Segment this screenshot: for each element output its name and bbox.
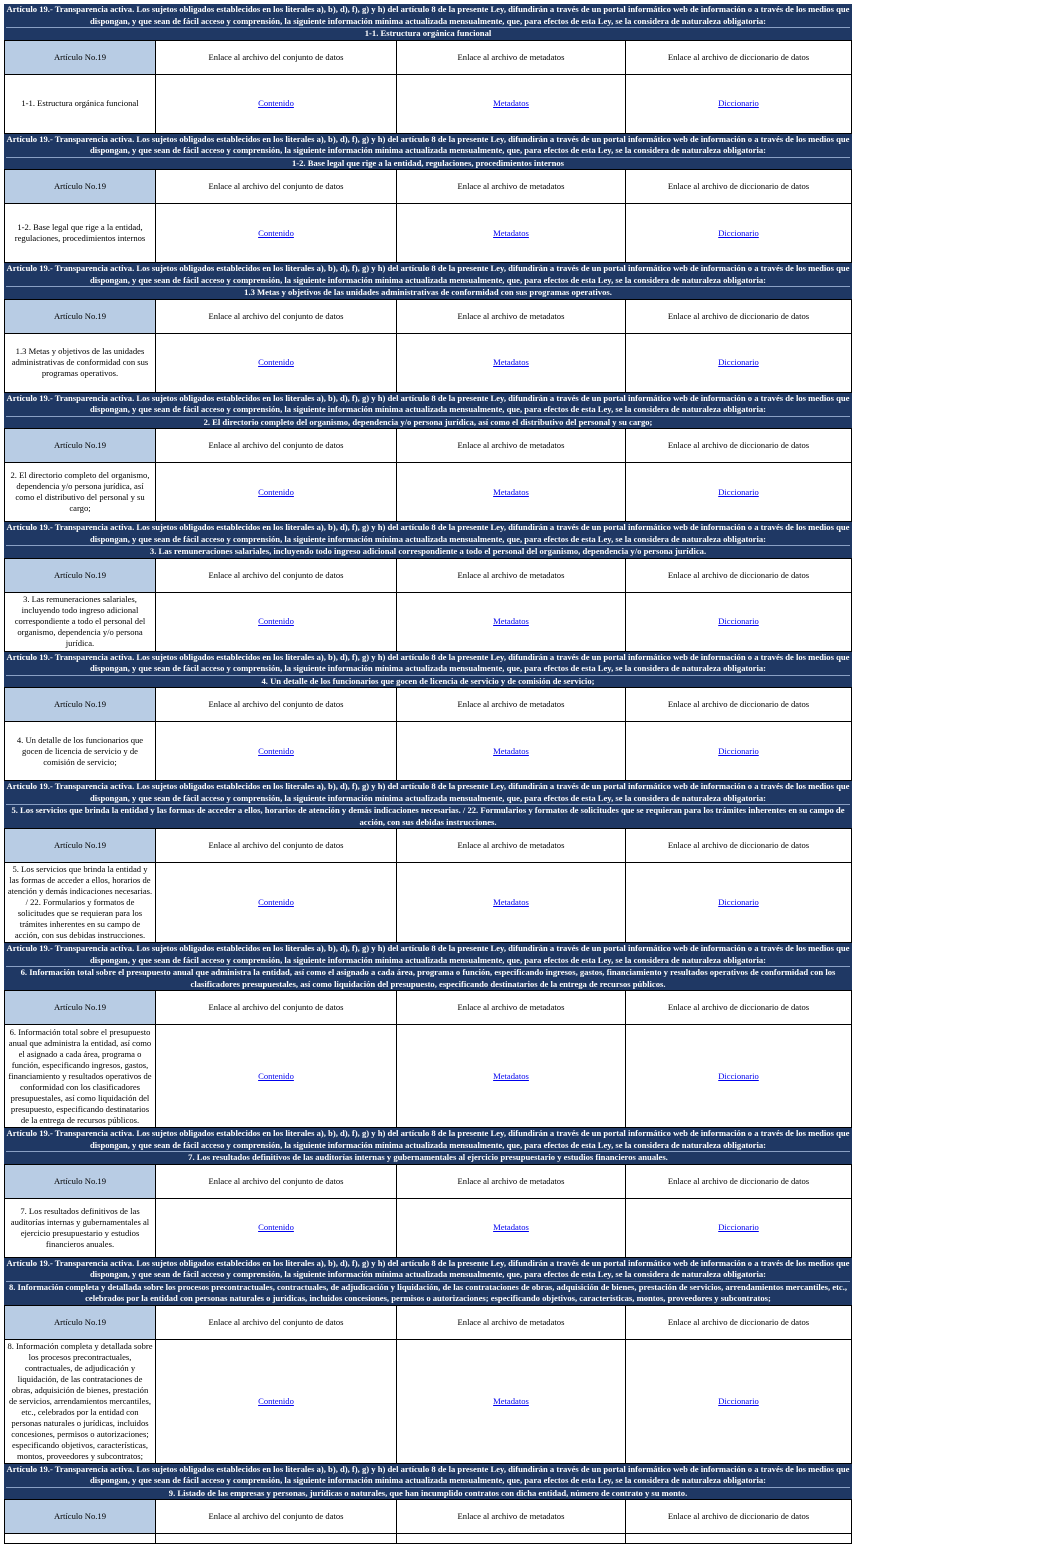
article-intro-text: Artículo 19.- Transparencia activa. Los sujetos obligados establecidos en los literales a), b), d), f), g) y h) del artículo 8 de la presente Ley, difundirán a través de un portal informático web de información o a través de los medios que dispongan, y que sean de fácil acceso y comprensión, la siguiente información mínima actualizada mensualmente, que, para efectos de esta Ley, se la considera de naturaleza obligatoria:	[6, 393, 850, 416]
dictionary-header-cell: Enlace al archivo de diccionario de datos	[626, 429, 852, 463]
metadata-link[interactable]: Metadatos	[493, 1222, 529, 1232]
article-label-cell: Artículo No.19	[5, 991, 156, 1025]
content-link[interactable]: Contenido	[258, 98, 294, 108]
content-link[interactable]: Contenido	[258, 228, 294, 238]
table-row	[5, 204, 852, 263]
section-header	[4, 4, 852, 40]
content-link[interactable]: Contenido	[258, 487, 294, 497]
table-row	[5, 74, 852, 133]
section-title: 1.3 Metas y objetivos de las unidades administrativas de conformidad con sus programas operativos.	[6, 286, 850, 299]
section-table	[4, 299, 852, 393]
metadata-header-cell: Enlace al archivo de metadatos	[397, 1305, 626, 1339]
article-label-cell: Artículo No.19	[5, 40, 156, 74]
article-section	[4, 781, 852, 943]
article-section	[4, 1464, 852, 1544]
item-description-cell	[5, 1534, 156, 1544]
article-label-cell: Artículo No.19	[5, 1500, 156, 1534]
column-header-row	[5, 558, 852, 592]
section-title: 8. Información completa y detallada sobre los procesos precontractuales, contractuales, de adjudicación y liquidación, de las contrataciones de obras, adquisición de bienes, prestación de servicios, arrendamientos mercantiles, etc., celebrados por la entidad con personas naturales o jurídicas, incluidos concesiones, permisos o autorizaciones; especificando objetivos, características, montos, proveedores y subcontratos;	[6, 1281, 850, 1305]
metadata-link[interactable]: Metadatos	[493, 897, 529, 907]
dataset-header-cell: Enlace al archivo del conjunto de datos	[156, 1500, 397, 1534]
section-header	[4, 522, 852, 558]
article-intro-text: Artículo 19.- Transparencia activa. Los sujetos obligados establecidos en los literales a), b), d), f), g) y h) del artículo 8 de la presente Ley, difundirán a través de un portal informático web de información o a través de los medios que dispongan, y que sean de fácil acceso y comprensión, la siguiente información mínima actualizada mensualmente, que, para efectos de esta Ley, se la considera de naturaleza obligatoria:	[6, 1464, 850, 1487]
section-title: 1-2. Base legal que rige a la entidad, regulaciones, procedimientos internos	[6, 157, 850, 170]
column-header-row	[5, 688, 852, 722]
article-section	[4, 652, 852, 782]
content-link[interactable]: Contenido	[258, 897, 294, 907]
dictionary-link[interactable]: Diccionario	[718, 746, 759, 756]
dataset-header-cell: Enlace al archivo del conjunto de datos	[156, 429, 397, 463]
table-row	[5, 333, 852, 392]
article-section	[4, 1128, 852, 1258]
article-label-cell: Artículo No.19	[5, 429, 156, 463]
article-section	[4, 134, 852, 264]
content-link[interactable]: Contenido	[258, 1396, 294, 1406]
section-table	[4, 169, 852, 263]
content-link[interactable]: Contenido	[258, 357, 294, 367]
metadata-header-cell: Enlace al archivo de metadatos	[397, 429, 626, 463]
dictionary-header-cell: Enlace al archivo de diccionario de datos	[626, 1164, 852, 1198]
section-table	[4, 428, 852, 522]
section-header	[4, 1464, 852, 1500]
metadata-link[interactable]: Metadatos	[493, 487, 529, 497]
item-description-cell: 3. Las remuneraciones salariales, incluyendo todo ingreso adicional correspondiente a todo el personal del organismo, dependencia y/o persona jurídica.	[5, 592, 156, 651]
column-header-row	[5, 429, 852, 463]
article-section	[4, 393, 852, 523]
article-label-cell: Artículo No.19	[5, 829, 156, 863]
column-header-row	[5, 170, 852, 204]
item-description-cell: 5. Los servicios que brinda la entidad y las formas de acceder a ellos, horarios de atención y demás indicaciones necesarias. / 22. Formularios y formatos de solicitudes que se requieran para los trámites inherentes en su campo de acción, con sus debidas instrucciones.	[5, 863, 156, 943]
table-row	[5, 1198, 852, 1257]
section-table	[4, 1305, 852, 1464]
article-label-cell: Artículo No.19	[5, 299, 156, 333]
section-table	[4, 1164, 852, 1258]
transparency-sheet	[4, 4, 852, 1544]
dictionary-header-cell: Enlace al archivo de diccionario de datos	[626, 1305, 852, 1339]
section-header	[4, 1258, 852, 1305]
article-label-cell: Artículo No.19	[5, 558, 156, 592]
dictionary-header-cell: Enlace al archivo de diccionario de datos	[626, 40, 852, 74]
section-header	[4, 652, 852, 688]
dataset-header-cell: Enlace al archivo del conjunto de datos	[156, 299, 397, 333]
dictionary-link[interactable]: Diccionario	[718, 897, 759, 907]
section-title: 4. Un detalle de los funcionarios que gocen de licencia de servicio y de comisión de servicio;	[6, 675, 850, 688]
article-label-cell: Artículo No.19	[5, 170, 156, 204]
content-link[interactable]: Contenido	[258, 1071, 294, 1081]
dataset-header-cell: Enlace al archivo del conjunto de datos	[156, 170, 397, 204]
metadata-header-cell: Enlace al archivo de metadatos	[397, 170, 626, 204]
metadata-link[interactable]: Metadatos	[493, 357, 529, 367]
table-row	[5, 863, 852, 943]
metadata-header-cell: Enlace al archivo de metadatos	[397, 688, 626, 722]
dictionary-header-cell: Enlace al archivo de diccionario de datos	[626, 558, 852, 592]
section-table	[4, 558, 852, 652]
section-title: 1-1. Estructura orgánica funcional	[6, 27, 850, 40]
dataset-header-cell: Enlace al archivo del conjunto de datos	[156, 1305, 397, 1339]
dictionary-link[interactable]: Diccionario	[718, 616, 759, 626]
article-intro-text: Artículo 19.- Transparencia activa. Los sujetos obligados establecidos en los literales a), b), d), f), g) y h) del artículo 8 de la presente Ley, difundirán a través de un portal informático web de información o a través de los medios que dispongan, y que sean de fácil acceso y comprensión, la siguiente información mínima actualizada mensualmente, que, para efectos de esta Ley, se la considera de naturaleza obligatoria:	[6, 134, 850, 157]
column-header-row	[5, 1305, 852, 1339]
dictionary-header-cell: Enlace al archivo de diccionario de datos	[626, 829, 852, 863]
table-row	[5, 1534, 852, 1544]
item-description-cell: 1.3 Metas y objetivos de las unidades administrativas de conformidad con sus programas operativos.	[5, 333, 156, 392]
article-section	[4, 1258, 852, 1464]
dictionary-link[interactable]: Diccionario	[718, 1071, 759, 1081]
dataset-header-cell: Enlace al archivo del conjunto de datos	[156, 40, 397, 74]
table-row	[5, 592, 852, 651]
section-header	[4, 134, 852, 170]
article-section	[4, 263, 852, 393]
article-label-cell: Artículo No.19	[5, 1305, 156, 1339]
content-link[interactable]: Contenido	[258, 1222, 294, 1232]
section-table	[4, 40, 852, 134]
item-description-cell: 6. Información total sobre el presupuesto anual que administra la entidad, así como el asignado a cada área, programa o función, especificando ingresos, gastos, financiamiento y resultados operativos de conformidad con los clasificadores presupuestales, así como liquidación del presupuesto, especificando destinatarios de la entrega de recursos públicos.	[5, 1025, 156, 1128]
table-row	[5, 1339, 852, 1463]
article-section	[4, 943, 852, 1128]
metadata-link[interactable]: Metadatos	[493, 1071, 529, 1081]
metadata-header-cell: Enlace al archivo de metadatos	[397, 991, 626, 1025]
article-intro-text: Artículo 19.- Transparencia activa. Los sujetos obligados establecidos en los literales a), b), d), f), g) y h) del artículo 8 de la presente Ley, difundirán a través de un portal informático web de información o a través de los medios que dispongan, y que sean de fácil acceso y comprensión, la siguiente información mínima actualizada mensualmente, que, para efectos de esta Ley, se la considera de naturaleza obligatoria:	[6, 1128, 850, 1151]
dictionary-link[interactable]: Diccionario	[718, 98, 759, 108]
article-intro-text: Artículo 19.- Transparencia activa. Los sujetos obligados establecidos en los literales a), b), d), f), g) y h) del artículo 8 de la presente Ley, difundirán a través de un portal informático web de información o a través de los medios que dispongan, y que sean de fácil acceso y comprensión, la siguiente información mínima actualizada mensualmente, que, para efectos de esta Ley, se la considera de naturaleza obligatoria:	[6, 4, 850, 27]
section-header	[4, 393, 852, 429]
section-title: 3. Las remuneraciones salariales, incluyendo todo ingreso adicional correspondiente a todo el personal del organismo, dependencia y/o persona jurídica.	[6, 545, 850, 558]
section-header	[4, 1128, 852, 1164]
column-header-row	[5, 991, 852, 1025]
section-title: 7. Los resultados definitivos de las auditorías internas y gubernamentales al ejercicio presupuestario y estudios financieros anuales.	[6, 1151, 850, 1164]
dictionary-header-cell: Enlace al archivo de diccionario de datos	[626, 299, 852, 333]
dictionary-link[interactable]: Diccionario	[718, 487, 759, 497]
metadata-link[interactable]: Metadatos	[493, 98, 529, 108]
dataset-header-cell: Enlace al archivo del conjunto de datos	[156, 1164, 397, 1198]
metadata-header-cell: Enlace al archivo de metadatos	[397, 40, 626, 74]
dictionary-header-cell: Enlace al archivo de diccionario de datos	[626, 991, 852, 1025]
article-label-cell: Artículo No.19	[5, 688, 156, 722]
dataset-header-cell: Enlace al archivo del conjunto de datos	[156, 688, 397, 722]
column-header-row	[5, 829, 852, 863]
column-header-row	[5, 1500, 852, 1534]
metadata-header-cell: Enlace al archivo de metadatos	[397, 1164, 626, 1198]
section-header	[4, 263, 852, 299]
section-table	[4, 1499, 852, 1544]
section-table	[4, 990, 852, 1128]
dataset-header-cell: Enlace al archivo del conjunto de datos	[156, 991, 397, 1025]
article-section	[4, 522, 852, 652]
dictionary-link[interactable]: Diccionario	[718, 1222, 759, 1232]
dictionary-header-cell: Enlace al archivo de diccionario de datos	[626, 688, 852, 722]
metadata-header-cell: Enlace al archivo de metadatos	[397, 558, 626, 592]
article-section	[4, 4, 852, 134]
table-row	[5, 1025, 852, 1128]
dictionary-link[interactable]: Diccionario	[718, 357, 759, 367]
column-header-row	[5, 299, 852, 333]
metadata-link[interactable]: Metadatos	[493, 746, 529, 756]
column-header-row	[5, 1164, 852, 1198]
article-intro-text: Artículo 19.- Transparencia activa. Los sujetos obligados establecidos en los literales a), b), d), f), g) y h) del artículo 8 de la presente Ley, difundirán a través de un portal informático web de información o a través de los medios que dispongan, y que sean de fácil acceso y comprensión, la siguiente información mínima actualizada mensualmente, que, para efectos de esta Ley, se la considera de naturaleza obligatoria:	[6, 781, 850, 804]
dataset-header-cell: Enlace al archivo del conjunto de datos	[156, 558, 397, 592]
column-header-row	[5, 40, 852, 74]
item-description-cell: 2. El directorio completo del organismo, dependencia y/o persona jurídica, así como el distributivo del personal y su cargo;	[5, 463, 156, 522]
section-title: 2. El directorio completo del organismo, dependencia y/o persona jurídica, así como el distributivo del personal y su cargo;	[6, 416, 850, 429]
item-description-cell: 4. Un detalle de los funcionarios que gocen de licencia de servicio y de comisión de servicio;	[5, 722, 156, 781]
section-header	[4, 943, 852, 990]
metadata-header-cell: Enlace al archivo de metadatos	[397, 1500, 626, 1534]
table-row	[5, 722, 852, 781]
item-description-cell: 7. Los resultados definitivos de las auditorías internas y gubernamentales al ejercicio presupuestario y estudios financieros anuales.	[5, 1198, 156, 1257]
section-header	[4, 781, 852, 828]
article-intro-text: Artículo 19.- Transparencia activa. Los sujetos obligados establecidos en los literales a), b), d), f), g) y h) del artículo 8 de la presente Ley, difundirán a través de un portal informático web de información o a través de los medios que dispongan, y que sean de fácil acceso y comprensión, la siguiente información mínima actualizada mensualmente, que, para efectos de esta Ley, se la considera de naturaleza obligatoria:	[6, 1258, 850, 1281]
dictionary-link[interactable]: Diccionario	[718, 1396, 759, 1406]
article-label-cell: Artículo No.19	[5, 1164, 156, 1198]
item-description-cell: 1-1. Estructura orgánica funcional	[5, 74, 156, 133]
section-title: 6. Información total sobre el presupuesto anual que administra la entidad, así como el asignado a cada área, programa o función, especificando ingresos, gastos, financiamiento y resultados operativos de conformidad con los clasificadores presupuestales, así como liquidación del presupuesto, especificando destinatarios de la entrega de recursos públicos.	[6, 966, 850, 990]
section-table	[4, 828, 852, 943]
metadata-link[interactable]: Metadatos	[493, 616, 529, 626]
dictionary-header-cell: Enlace al archivo de diccionario de datos	[626, 1500, 852, 1534]
content-link[interactable]: Contenido	[258, 616, 294, 626]
item-description-cell: 1-2. Base legal que rige a la entidad, regulaciones, procedimientos internos	[5, 204, 156, 263]
article-intro-text: Artículo 19.- Transparencia activa. Los sujetos obligados establecidos en los literales a), b), d), f), g) y h) del artículo 8 de la presente Ley, difundirán a través de un portal informático web de información o a través de los medios que dispongan, y que sean de fácil acceso y comprensión, la siguiente información mínima actualizada mensualmente, que, para efectos de esta Ley, se la considera de naturaleza obligatoria:	[6, 943, 850, 966]
table-row	[5, 463, 852, 522]
article-intro-text: Artículo 19.- Transparencia activa. Los sujetos obligados establecidos en los literales a), b), d), f), g) y h) del artículo 8 de la presente Ley, difundirán a través de un portal informático web de información o a través de los medios que dispongan, y que sean de fácil acceso y comprensión, la siguiente información mínima actualizada mensualmente, que, para efectos de esta Ley, se la considera de naturaleza obligatoria:	[6, 652, 850, 675]
dataset-header-cell: Enlace al archivo del conjunto de datos	[156, 829, 397, 863]
metadata-header-cell: Enlace al archivo de metadatos	[397, 829, 626, 863]
metadata-header-cell: Enlace al archivo de metadatos	[397, 299, 626, 333]
content-link[interactable]: Contenido	[258, 746, 294, 756]
section-title: 5. Los servicios que brinda la entidad y las formas de acceder a ellos, horarios de atención y demás indicaciones necesarias. / 22. Formularios y formatos de solicitudes que se requieran para los trámites inherentes en su campo de acción, con sus debidas instrucciones.	[6, 804, 850, 828]
article-intro-text: Artículo 19.- Transparencia activa. Los sujetos obligados establecidos en los literales a), b), d), f), g) y h) del artículo 8 de la presente Ley, difundirán a través de un portal informático web de información o a través de los medios que dispongan, y que sean de fácil acceso y comprensión, la siguiente información mínima actualizada mensualmente, que, para efectos de esta Ley, se la considera de naturaleza obligatoria:	[6, 522, 850, 545]
dictionary-link[interactable]: Diccionario	[718, 228, 759, 238]
dictionary-header-cell: Enlace al archivo de diccionario de datos	[626, 170, 852, 204]
item-description-cell: 8. Información completa y detallada sobre los procesos precontractuales, contractuales, de adjudicación y liquidación, de las contrataciones de obras, adquisición de bienes, prestación de servicios, arrendamientos mercantiles, etc., celebrados por la entidad con personas naturales o jurídicas, incluidos concesiones, permisos o autorizaciones; especificando objetivos, características, montos, proveedores y subcontratos;	[5, 1339, 156, 1463]
section-table	[4, 687, 852, 781]
section-title: 9. Listado de las empresas y personas, jurídicas o naturales, que han incumplido contratos con dicha entidad, número de contrato y su monto.	[6, 1487, 850, 1500]
article-intro-text: Artículo 19.- Transparencia activa. Los sujetos obligados establecidos en los literales a), b), d), f), g) y h) del artículo 8 de la presente Ley, difundirán a través de un portal informático web de información o a través de los medios que dispongan, y que sean de fácil acceso y comprensión, la siguiente información mínima actualizada mensualmente, que, para efectos de esta Ley, se la considera de naturaleza obligatoria:	[6, 263, 850, 286]
metadata-link[interactable]: Metadatos	[493, 228, 529, 238]
metadata-link[interactable]: Metadatos	[493, 1396, 529, 1406]
